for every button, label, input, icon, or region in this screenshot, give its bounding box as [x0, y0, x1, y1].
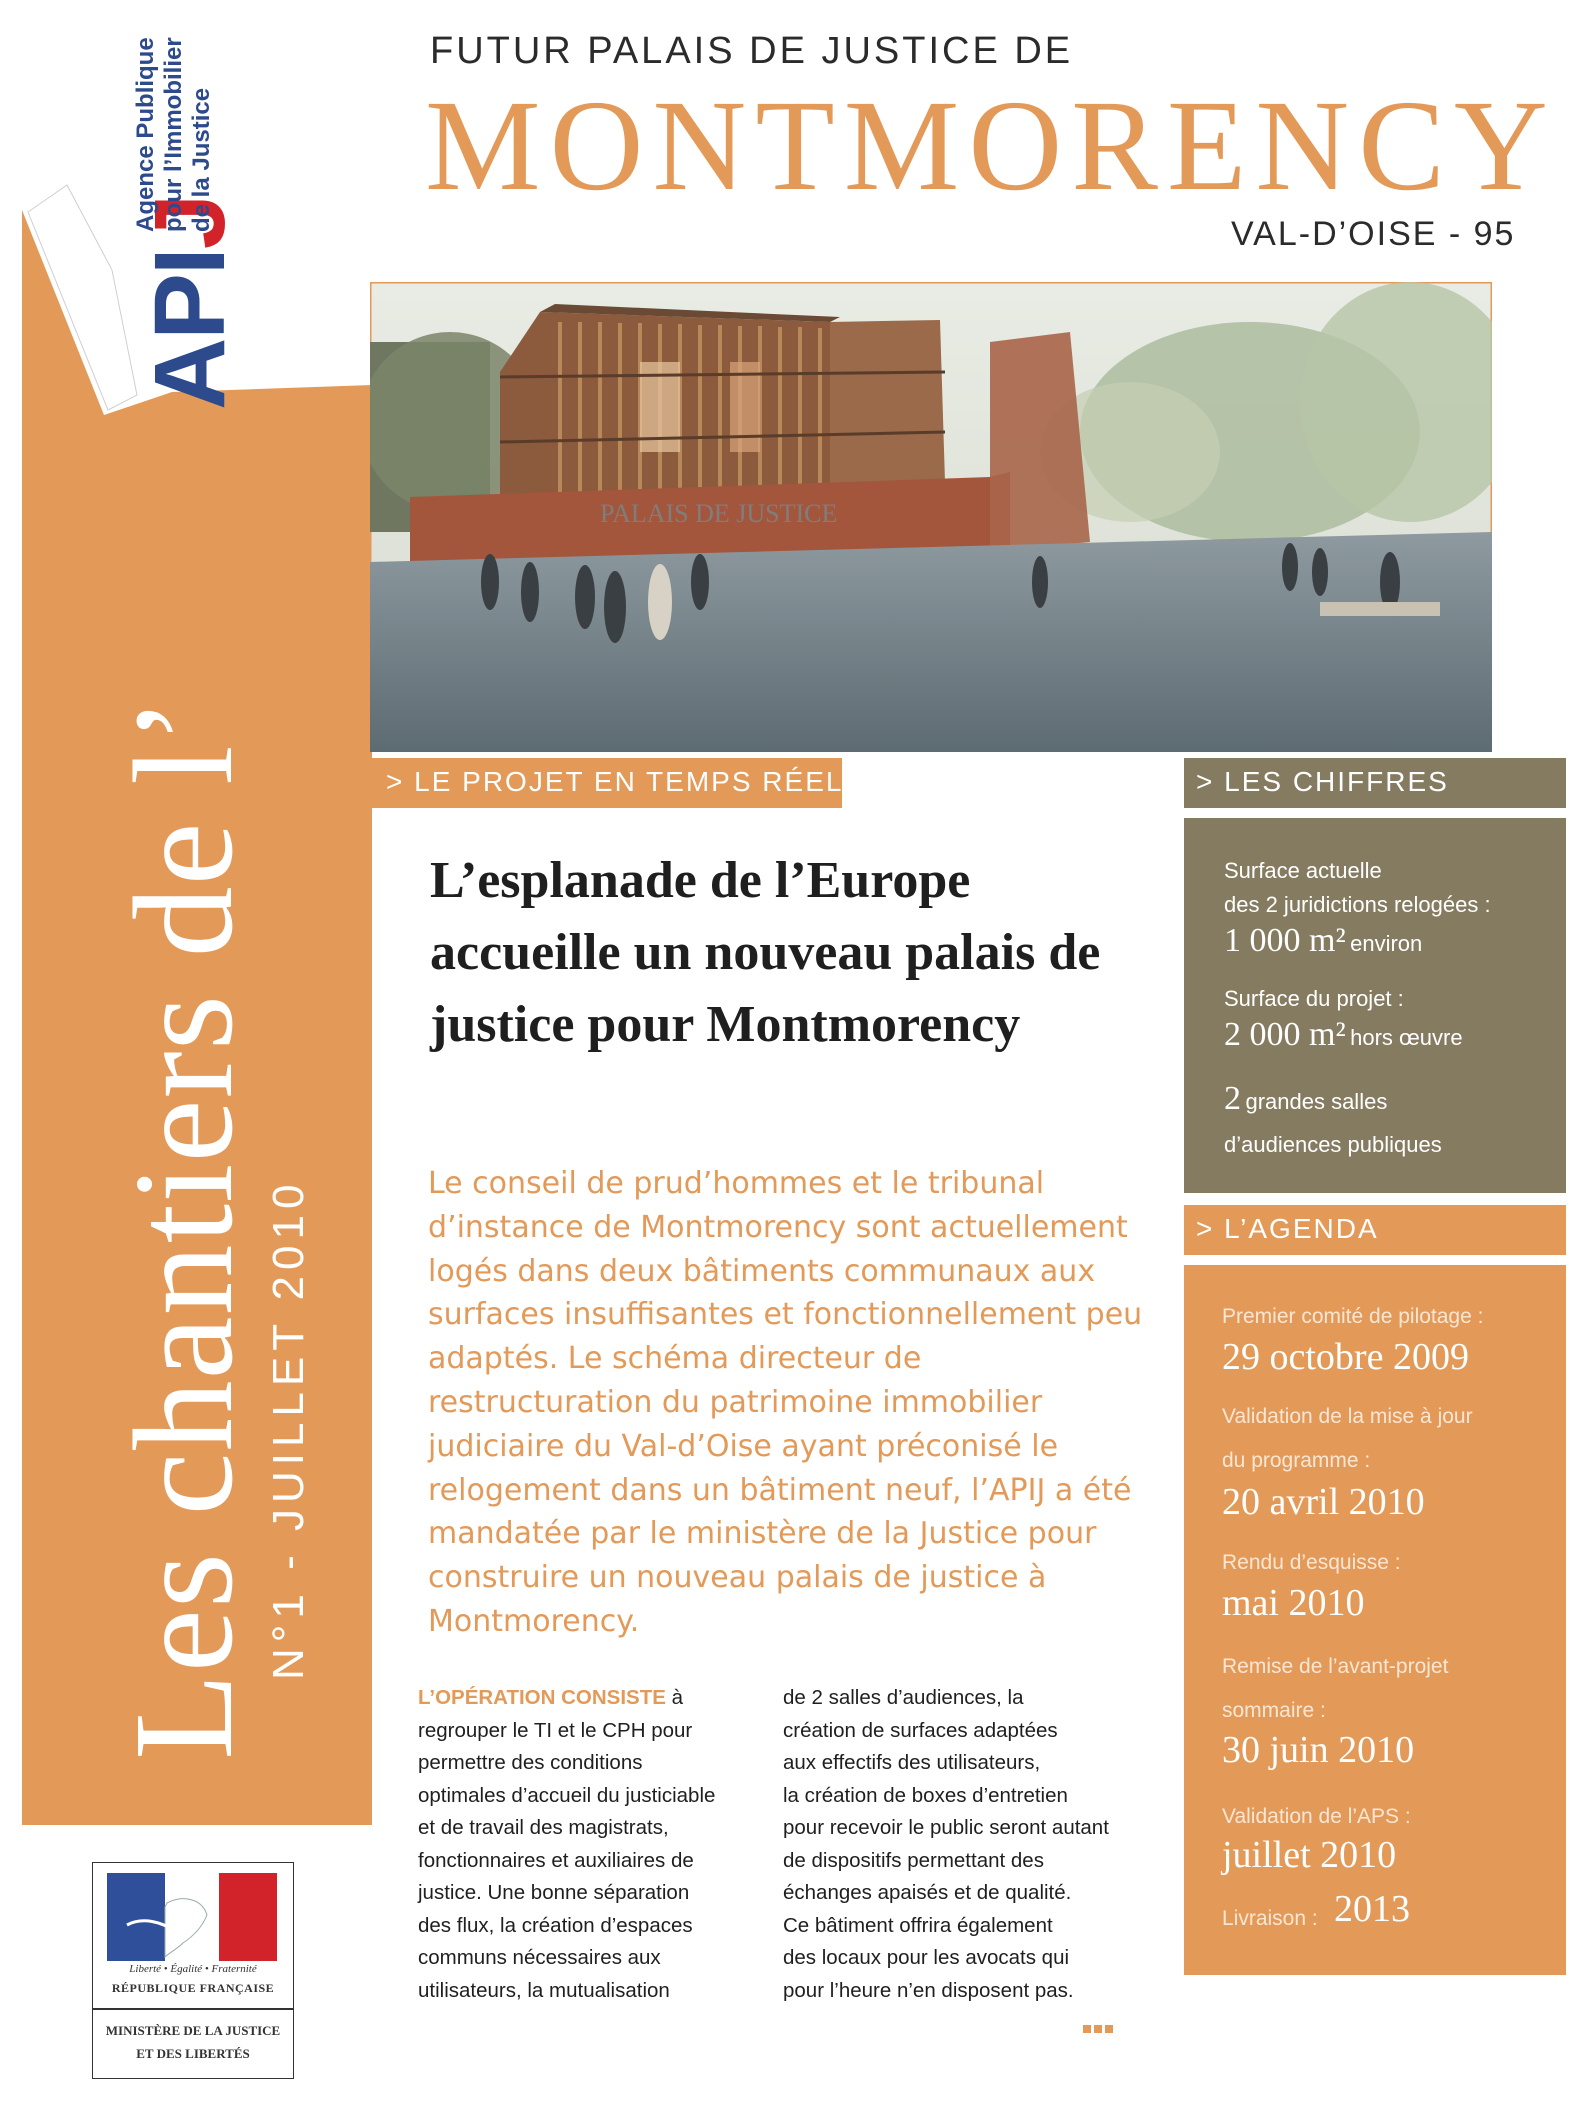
section-label-chiffres-text: > LES CHIFFRES	[1196, 766, 1449, 797]
ministry-name-1: MINISTÈRE DE LA JUSTICE	[105, 2023, 281, 2038]
agenda-date-2: 20 avril 2010	[1222, 1481, 1425, 1523]
section-label-agenda	[1184, 1205, 1566, 1255]
apij-letters: API	[134, 249, 246, 410]
figure-number-2: 2 000 m²	[1224, 1016, 1346, 1053]
left-band	[22, 0, 422, 2115]
agenda-caption-3: Rendu d’esquisse :	[1222, 1551, 1401, 1574]
building-rendering	[370, 282, 1492, 752]
motto: Liberté • Égalité • Fraternité	[129, 1963, 257, 1975]
figure-caption-3a: grandes salles	[1245, 1089, 1388, 1114]
ministry-divider	[93, 2008, 293, 2010]
figures-box	[1184, 818, 1566, 1193]
apij-line-3: de la Justice	[188, 87, 215, 232]
issue-number: N°1 - JUILLET 2010	[264, 1178, 313, 1680]
article-headline: L’esplanade de l’Europe accueille un nouveau palais de justice pour Montmorency	[430, 852, 1101, 1053]
agenda-date-5: juillet 2010	[1222, 1834, 1397, 1876]
department: VAL-D’OISE - 95	[1231, 215, 1516, 253]
apij-tagline	[132, 37, 216, 232]
agenda-caption-5: Validation de l’APS :	[1222, 1805, 1411, 1828]
apij-letter-j: J	[134, 195, 246, 250]
agenda-caption-2b: du programme :	[1222, 1449, 1371, 1472]
agenda-caption-2: Validation de la mise à jour	[1222, 1405, 1473, 1428]
section-label-projet	[372, 758, 842, 808]
agenda-caption-4b: sommaire :	[1222, 1699, 1326, 1722]
figure-caption-1b: des 2 juridictions relogées :	[1224, 892, 1491, 917]
figure-value-1	[1224, 922, 1422, 960]
ministry-logo	[92, 1862, 294, 2079]
republic-label: RÉPUBLIQUE FRANÇAISE	[111, 1981, 275, 1995]
agenda-caption-1: Premier comité de pilotage :	[1222, 1305, 1484, 1328]
figure-number-3: 2	[1224, 1080, 1241, 1117]
agenda-box	[1184, 1265, 1566, 1975]
series-title: Les chantiers de l’	[104, 696, 262, 1760]
figure-caption-3b: d’audiences publiques	[1224, 1132, 1442, 1157]
agenda-date-1: 29 octobre 2009	[1222, 1336, 1469, 1378]
lead-in: L’OPÉRATION CONSISTE	[418, 1686, 666, 1709]
figure-number-1: 1 000 m²	[1224, 922, 1346, 959]
article-column-2: de 2 salles d’audiences, la création de surfaces adaptées aux effectifs des utilisateurs, la création de boxes d’entretien pour recevoir le public seront autant de dispositifs permettant des échanges apaisés et de qualité. Ce bâtiment offrira également des locaux pour les avocats qui pour l’heure n’en disposent pas.	[783, 1686, 1109, 2002]
ministry-name-2: ET DES LIBERTÉS	[136, 2046, 250, 2061]
agenda-caption-6: Livraison :	[1222, 1907, 1318, 1930]
section-label-chiffres	[1184, 758, 1566, 808]
figure-value-3	[1224, 1080, 1387, 1118]
kicker: FUTUR PALAIS DE JUSTICE DE	[430, 30, 1074, 72]
article-lede: Le conseil de prud’hommes et le tribunal d’instance de Montmorency sont actuellement logés dans deux bâtiments communaux aux surfaces insuffisantes et fonctionnellement peu adaptés. Le schéma directeur de restructuration du patrimoine immobilier judiciaire du Val-d’Oise ayant préconisé le relogement dans un bâtiment neuf, l’APIJ a été mandatée par le ministère de la Justice pour construire un nouveau palais de justice à Montmorency.	[428, 1166, 1143, 1639]
section-label-projet-text: > LE PROJET EN TEMPS RÉEL	[386, 766, 844, 797]
figure-unit-2: hors œuvre	[1350, 1025, 1463, 1050]
agenda-caption-4: Remise de l’avant-projet	[1222, 1655, 1449, 1678]
agenda-date-4: 30 juin 2010	[1222, 1729, 1415, 1771]
agenda-date-6: 2013	[1334, 1888, 1410, 1930]
continue-dots	[1083, 2020, 1116, 2038]
figure-value-2	[1224, 1016, 1463, 1054]
building-sign: PALAIS DE JUSTICE	[600, 499, 838, 528]
agenda-date-3: mai 2010	[1222, 1582, 1365, 1624]
column-1-text: à regrouper le TI et le CPH pour permettre des conditions optimales d’accueil du justiciable et de travail des magistrats, fonctionnaires et auxiliaires de justice. Une bonne séparation des flux, la création d’espaces communs nécessaires aux utilisateurs, la mutualisation	[418, 1686, 716, 2002]
page-title: MONTMORENCY	[425, 74, 1557, 218]
figure-caption-1a: Surface actuelle	[1224, 858, 1382, 883]
apij-line-1: Agence Publique	[132, 37, 159, 232]
apij-line-2: pour l’Immobilier	[160, 37, 187, 232]
section-label-agenda-text: > L’AGENDA	[1196, 1213, 1379, 1244]
article-column-1	[418, 1682, 758, 2007]
figure-caption-2: Surface du projet :	[1224, 986, 1404, 1011]
figure-unit-1: environ	[1350, 931, 1423, 956]
marianne-flag-icon	[107, 1873, 277, 1961]
